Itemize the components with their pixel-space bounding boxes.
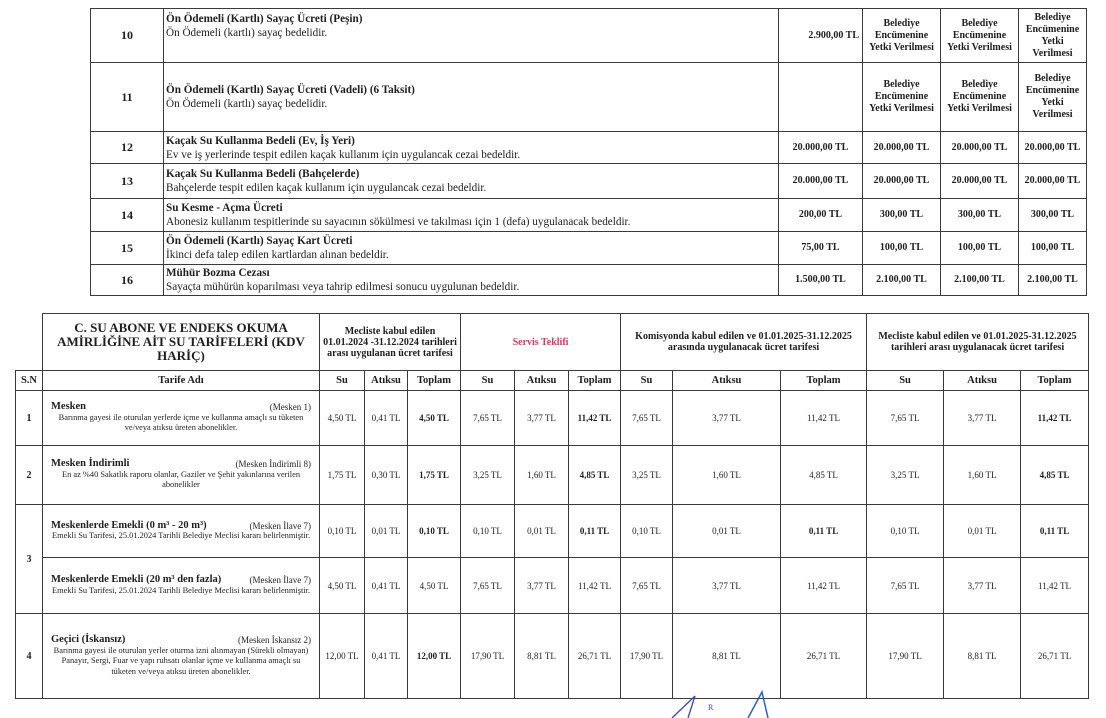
value-cell: 3,77 TL [673,558,781,614]
table-row [16,391,1089,446]
fee-subtitle: Ev ve iş yerlerinde tespit edilen kaçak kullanım için uygulancak cezai bedeldir. [166,148,521,161]
col-su: Su [867,371,944,391]
col-atiksu: Atıksu [673,371,781,391]
fee-value: 20.000,00 TL [863,164,941,199]
value-cell: 4,50 TL [408,558,461,614]
fee-description [164,199,779,232]
tariff-description: Emekli Su Tarifesi, 25.01.2024 Tarihli Belediye Meclisi kararı belirlenmiştir. [51,585,311,595]
value-cell: 0,01 TL [515,505,569,558]
value-cell: 3,77 TL [673,391,781,446]
fee-description [164,232,779,265]
tariff-code: (Mesken İlave 7) [249,575,311,585]
value-cell: 0,30 TL [365,446,408,505]
fee-value: 300,00 TL [1019,199,1087,232]
row-number: 2 [16,446,43,505]
value-cell: 7,65 TL [461,558,515,614]
row-number: 3 [16,505,43,614]
column-header-row [16,371,1089,391]
table-row [91,164,1087,199]
tariff-name: Mesken [51,401,86,413]
fee-value: 20.000,00 TL [1019,132,1087,164]
value-cell: 8,81 TL [673,614,781,699]
tariff-name-cell [43,446,320,505]
fee-title: Kaçak Su Kullanma Bedeli (Bahçelerde) [166,168,360,180]
value-cell: 3,25 TL [461,446,515,505]
value-cell: 0,10 TL [320,505,365,558]
tariff-name: Mesken İndirimli [51,458,130,470]
fee-value: Belediye Encümenine Yetki Verilmesi [1019,63,1087,132]
tariff-code: (Mesken İskansız 2) [238,635,311,645]
value-cell: 3,77 TL [944,558,1021,614]
tariff-name-cell [43,505,320,558]
value-cell: 17,90 TL [621,614,673,699]
fee-value: 100,00 TL [941,232,1019,265]
fee-value: 100,00 TL [863,232,941,265]
tariff-name-cell [43,558,320,614]
fee-subtitle: Abonesiz kullanım tespitlerinde su sayacının sökülmesi ve takılması için 1 (defa) uygulanacak bedeldir. [166,216,631,228]
table-row [91,9,1087,63]
fee-value: 2.100,00 TL [863,265,941,296]
value-cell: 11,42 TL [569,391,621,446]
row-number: 15 [91,232,164,265]
tariff-name: Meskenlerde Emekli (20 m³ den fazla) [51,574,222,585]
value-cell: 0,41 TL [365,391,408,446]
value-cell: 11,42 TL [781,558,867,614]
value-cell: 3,77 TL [944,391,1021,446]
value-cell: 0,01 TL [673,505,781,558]
fee-value: Belediye Encümenine Yetki Verilmesi [941,9,1019,63]
value-cell: 1,60 TL [515,446,569,505]
group-header-row [16,314,1089,371]
svg-text:R: R [708,703,714,712]
row-number: 11 [91,63,164,132]
fee-value: 2.100,00 TL [941,265,1019,296]
value-cell: 1,60 TL [673,446,781,505]
fee-value: 20.000,00 TL [863,132,941,164]
fee-title: Ön Ödemeli (Kartlı) Sayaç Kart Ücreti [166,235,353,247]
fee-description [164,9,779,63]
row-number: 16 [91,265,164,296]
fee-value [779,63,863,132]
value-cell: 0,10 TL [621,505,673,558]
group-header-meclis-2025: Mecliste kabul edilen ve 01.01.2025-31.12.2025 tarihleri arası uygulanacak ücret tarifesi [867,314,1089,371]
value-cell: 4,85 TL [1021,446,1089,505]
fee-value: 20.000,00 TL [1019,164,1087,199]
value-cell: 0,11 TL [781,505,867,558]
fee-value: 2.100,00 TL [1019,265,1087,296]
signature-mark [670,690,790,718]
col-sn: S.N [16,371,43,391]
fee-description [164,265,779,296]
group-header-komisyon: Komisyonda kabul edilen ve 01.01.2025-31.12.2025 arasında uygulanacak ücret tarifesi [621,314,867,371]
value-cell: 7,65 TL [867,391,944,446]
value-cell: 7,65 TL [461,391,515,446]
table-row [91,132,1087,164]
col-su: Su [621,371,673,391]
fee-description [164,164,779,199]
tariff-name: Geçici (İskansız) [51,634,126,645]
fee-description [164,132,779,164]
fee-value: 2.900,00 TL [779,9,863,63]
fee-value: 20.000,00 TL [779,164,863,199]
table-row [16,614,1089,699]
fee-table [90,8,1087,296]
fee-value: 20.000,00 TL [941,132,1019,164]
value-cell: 26,71 TL [1021,614,1089,699]
value-cell: 11,42 TL [1021,558,1089,614]
value-cell: 7,65 TL [621,558,673,614]
fee-subtitle: Sayaçta mühürün koparılması veya tahrip edilmesi sonucu uygulunan bedeldir. [166,281,520,293]
value-cell: 3,25 TL [621,446,673,505]
tariff-code: (Mesken İndirimli 8) [235,459,311,470]
value-cell: 0,10 TL [867,505,944,558]
col-atiksu: Atıksu [365,371,408,391]
value-cell: 0,11 TL [569,505,621,558]
tariff-code: (Mesken 1) [269,402,311,413]
fee-title: Mühür Bozma Cezası [166,267,270,279]
value-cell: 12,00 TL [320,614,365,699]
tariff-table [15,313,1089,699]
table-row [91,63,1087,132]
tariff-description: Barınma gayesi ile oturulan yerlerde içme ve kullanma amaçlı su tüketen ve/veya atıksu üreten abonelikler. [58,412,304,433]
value-cell: 0,11 TL [1021,505,1089,558]
value-cell: 17,90 TL [867,614,944,699]
col-su: Su [320,371,365,391]
fee-subtitle: Ön Ödemeli (kartlı) sayaç bedelidir. [166,98,328,110]
fee-subtitle: Bahçelerde tespit edilen kaçak kullanım için uygulancak cezai bedeldir. [166,182,487,194]
value-cell: 1,75 TL [320,446,365,505]
value-cell: 4,85 TL [569,446,621,505]
fee-title: Ön Ödemeli (Kartlı) Sayaç Ücreti (Vadeli) (6 Taksit) [166,84,415,96]
fee-value: 300,00 TL [941,199,1019,232]
table-row [91,232,1087,265]
tariff-description: En az %40 Sakatlık raporu olanlar, Gaziler ve Şehit yakınlarına verilen abonelikler [61,469,301,490]
row-number: 4 [16,614,43,699]
group-header-2024: Mecliste kabul edilen 01.01.2024 -31.12.2024 tarihleri arası uygulanan ücret tarifesi [320,314,461,371]
tariff-description: Emekli Su Tarifesi, 25.01.2024 Tarihli Belediye Meclisi kararı belirlenmiştir. [51,531,311,540]
value-cell: 0,01 TL [365,505,408,558]
value-cell: 1,75 TL [408,446,461,505]
value-cell: 3,25 TL [867,446,944,505]
value-cell: 11,42 TL [569,558,621,614]
row-number: 10 [91,9,164,63]
value-cell: 26,71 TL [569,614,621,699]
value-cell: 4,50 TL [408,391,461,446]
col-toplam: Toplam [408,371,461,391]
fee-title: Su Kesme - Açma Ücreti [166,202,283,214]
col-toplam: Toplam [781,371,867,391]
tariff-name-cell [43,614,320,699]
fee-value: 75,00 TL [779,232,863,265]
value-cell: 0,01 TL [944,505,1021,558]
fee-value: Belediye Encümenine Yetki Verilmesi [1019,9,1087,63]
row-number: 12 [91,132,164,164]
value-cell: 0,10 TL [408,505,461,558]
row-number: 13 [91,164,164,199]
table-row [16,446,1089,505]
tariff-name-cell [43,391,320,446]
value-cell: 0,10 TL [461,505,515,558]
value-cell: 0,41 TL [365,614,408,699]
value-cell: 8,81 TL [515,614,569,699]
row-number: 14 [91,199,164,232]
value-cell: 3,77 TL [515,391,569,446]
value-cell: 17,90 TL [461,614,515,699]
fee-value: Belediye Encümenine Yetki Verilmesi [941,63,1019,132]
fee-subtitle: İkinci defa talep edilen kartlardan alınan bedeldir. [166,249,389,261]
table-row [91,265,1087,296]
col-su: Su [461,371,515,391]
value-cell: 7,65 TL [867,558,944,614]
col-atiksu: Atıksu [515,371,569,391]
fee-value: Belediye Encümenine Yetki Verilmesi [863,9,941,63]
value-cell: 8,81 TL [944,614,1021,699]
value-cell: 11,42 TL [1021,391,1089,446]
value-cell: 7,65 TL [621,391,673,446]
group-header-servis: Servis Teklifi [461,314,621,371]
table-row [91,199,1087,232]
tariff-description: Barınma gayesi ile oturulan yerler oturma izni alınmayan (Sürekli olmayan) Panayır, Sergi, Fuar ve yapı ruhsatı olanlar içme ve kullanma amaçlı su tüketen ve/veya atıksu üreten abonelikler. [53,645,309,676]
value-cell: 1,60 TL [944,446,1021,505]
value-cell: 11,42 TL [781,391,867,446]
table-row [16,505,1089,558]
value-cell: 4,50 TL [320,558,365,614]
value-cell: 12,00 TL [408,614,461,699]
table-row [16,558,1089,614]
fee-subtitle: Ön Ödemeli (kartlı) sayaç bedelidir. [166,26,328,39]
col-toplam: Toplam [1021,371,1089,391]
value-cell: 4,50 TL [320,391,365,446]
value-cell: 4,85 TL [781,446,867,505]
fee-value: 1.500,00 TL [779,265,863,296]
tariff-name: Meskenlerde Emekli (0 m³ - 20 m³) [51,519,207,531]
value-cell: 3,77 TL [515,558,569,614]
value-cell: 26,71 TL [781,614,867,699]
tariff-code: (Mesken İlave 7) [249,520,311,531]
col-tarife: Tarife Adı [43,371,320,391]
fee-value: 20.000,00 TL [779,132,863,164]
fee-value: 20.000,00 TL [941,164,1019,199]
fee-value: Belediye Encümenine Yetki Verilmesi [863,63,941,132]
fee-title: Kaçak Su Kullanma Bedeli (Ev, İş Yeri) [166,134,355,147]
section-title: C. SU ABONE VE ENDEKS OKUMA AMİRLİĞİNE AİT SU TARİFELERİ (KDV HARİÇ) [43,314,320,371]
fee-value: 200,00 TL [779,199,863,232]
fee-description [164,63,779,132]
col-toplam: Toplam [569,371,621,391]
value-cell: 0,41 TL [365,558,408,614]
fee-value: 100,00 TL [1019,232,1087,265]
col-atiksu: Atıksu [944,371,1021,391]
fee-value: 300,00 TL [863,199,941,232]
fee-title: Ön Ödemeli (Kartlı) Sayaç Ücreti (Peşin) [166,12,363,25]
row-number: 1 [16,391,43,446]
